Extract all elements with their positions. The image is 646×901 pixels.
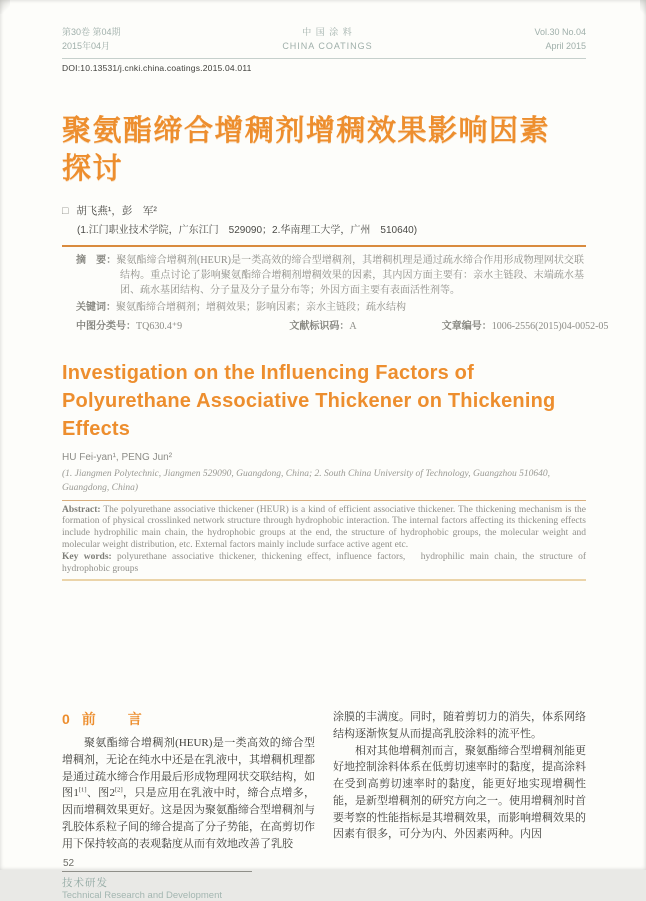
volume-issue-cn: 第30卷 第04期 [62,27,121,37]
article-id-label: 文章编号： [441,321,492,333]
article-id [441,320,609,335]
doi: DOI:10.13531/j.cnki.china.coatings.2015.04.011 [62,62,252,73]
abstract-label-en: Abstract: [62,504,101,515]
journal-name [282,26,372,54]
section-title: 前 言 [81,711,151,728]
keywords-label-cn: 关键词： [76,301,116,313]
document-code [289,320,441,335]
affiliation-en: (1. Jiangmen Polytechnic, Jiangmen 529090, Guangdong, China; 2. South China University of Technology, Guangzhou 510640, Guangdong, China) [62,469,551,493]
intro-paragraph-1 [62,735,315,852]
section-category-cn: 技术研发 [62,877,108,890]
authors-cn [62,203,586,218]
intro-p1-text: 、图2 [86,787,115,800]
en-abstract-top-rule [62,500,586,501]
abstract-en [62,505,586,551]
date-en: April 2015 [545,40,586,51]
section-number: 0 [62,711,72,728]
journal-name-cn: 中 国 涂 料 [302,27,353,37]
en-abstract-bottom-rule [62,579,586,581]
authors-en: HU Fei-yan¹, PENG Jun² [62,452,173,464]
keywords-label-en: Key words: [62,552,112,563]
volume-issue-en: Vol.30 No.04 [534,27,586,37]
doc-code-label: 文献标识码： [289,321,350,333]
intro-p1-text: 聚氨酯缔合增稠剂(HEUR)是一类高效的缔合型增稠剂，无论在纯水中还是在乳液中，其增稠机理都是通过疏水缔合作用最后形成物理网状交联结构，如图1 [62,737,315,800]
date-cn: 2015年04月 [62,40,111,51]
journal-name-en: CHINA COATINGS [282,40,373,51]
left-column [62,709,315,852]
keywords-text-cn: 聚氨酯缔合增稠剂；增稠效果；影响因素；亲水主链段；疏水结构 [116,301,406,313]
clc-value: TQ630.4⁺9 [136,321,183,333]
section-heading-intro [62,709,315,729]
article-id-value: 1006-2556(2015)04-0052-05 [491,321,609,333]
page-number: 52 [63,858,75,870]
abstract-block-en [62,505,586,575]
article-title-en: Investigation on the Influencing Factors of Polyurethane Associative Thickener on Thickening Effects [62,362,556,441]
intro-p1-text: ，只是应用在乳液中时，缔合点增多，因而增稠效果更好。这是因为聚氨酯缔合型增稠剂与乳胶体系粒子间的缔合提高了分子势能，在高剪切作用下保持较高的表观黏度从而有效地改善了乳胶 [62,787,316,850]
body-columns [62,709,586,852]
citation-ref-2: [2] [114,786,123,794]
right-column [333,709,586,852]
affiliation-cn: (1.江门职业技术学院，广东江门 529090；2.华南理工大学，广州 510640) [77,225,418,237]
article-title-cn: 聚氨酯缔合增稠剂增稠效果影响因素探讨 [62,114,551,185]
keywords-en [62,552,586,575]
footer-rule [62,871,252,872]
intro-paragraph-2: 相对其他增稠剂而言，聚氨酯缔合型增稠剂能更好地控制涂料体系在低剪切速率时的黏度，提高涂料在受到高剪切速率时的黏度，能更好地实现增稠性能，是新型增稠剂的研究方向之一。使用增稠剂时首要考察的性能指标是其增稠效果，而影响增稠效果的因素有很多，可分为内、外因素两种。内因 [333,744,586,841]
author-marker-icon: □ [62,205,69,218]
doc-code-value: A [349,321,357,333]
author-names-cn: 胡飞燕¹，彭 军² [76,205,157,218]
classification-row [76,320,609,335]
abstract-text-en: The polyurethane associative thickener (HEUR) is a kind of efficient associative thickener. The thickening mechanism is the formation of physical crosslinked network structure through hydrophobic interaction. The internal factors affecting its thickening effects include hydrophilic main chain, the hydrophobic groups at the end, the structure of hydrophobic groups, the molecular weight and molecular weight distribution, etc. External factors mainly include surface active agent etc. [62,504,586,550]
page-footer [62,858,586,901]
clc-number [76,320,289,335]
abstract-label-cn: 摘 要： [76,255,117,267]
scan-corner-artifact [640,0,646,18]
journal-header [62,26,586,59]
scan-corner-artifact [0,0,10,14]
citation-ref-1: [1] [78,786,87,794]
keywords-text-en: polyurethane associative thickener, thickening effect, influence factors, hydrophilic main chain, the structure of hydrophobic groups [62,552,586,574]
clc-label: 中图分类号： [76,321,136,333]
journal-issue-info-en [534,26,586,54]
section-category-en: Technical Research and Development [62,890,223,901]
abstract-cn [76,254,584,298]
keywords-cn [76,301,584,316]
journal-issue-info [62,26,121,54]
abstract-text-cn: 聚氨酯缔合增稠剂(HEUR)是一类高效的缔合型增稠剂，其增稠机理是通过疏水缔合作用形成物理网状交联结构。重点讨论了影响聚氨酯缔合增稠剂增稠效果的因素，其内因方面主要有：亲水主链段、末端疏水基团、疏水基团结构、分子量及分子量分布等；外因方面主要有表面活性剂等。 [116,255,585,296]
abstract-block-cn [62,254,609,335]
abstract-top-rule [62,245,586,247]
intro-paragraph-1-continued: 涂膜的丰满度。同时，随着剪切力的消失，体系网络结构逐渐恢复从而提高乳胶涂料的流平性。 [333,711,586,741]
